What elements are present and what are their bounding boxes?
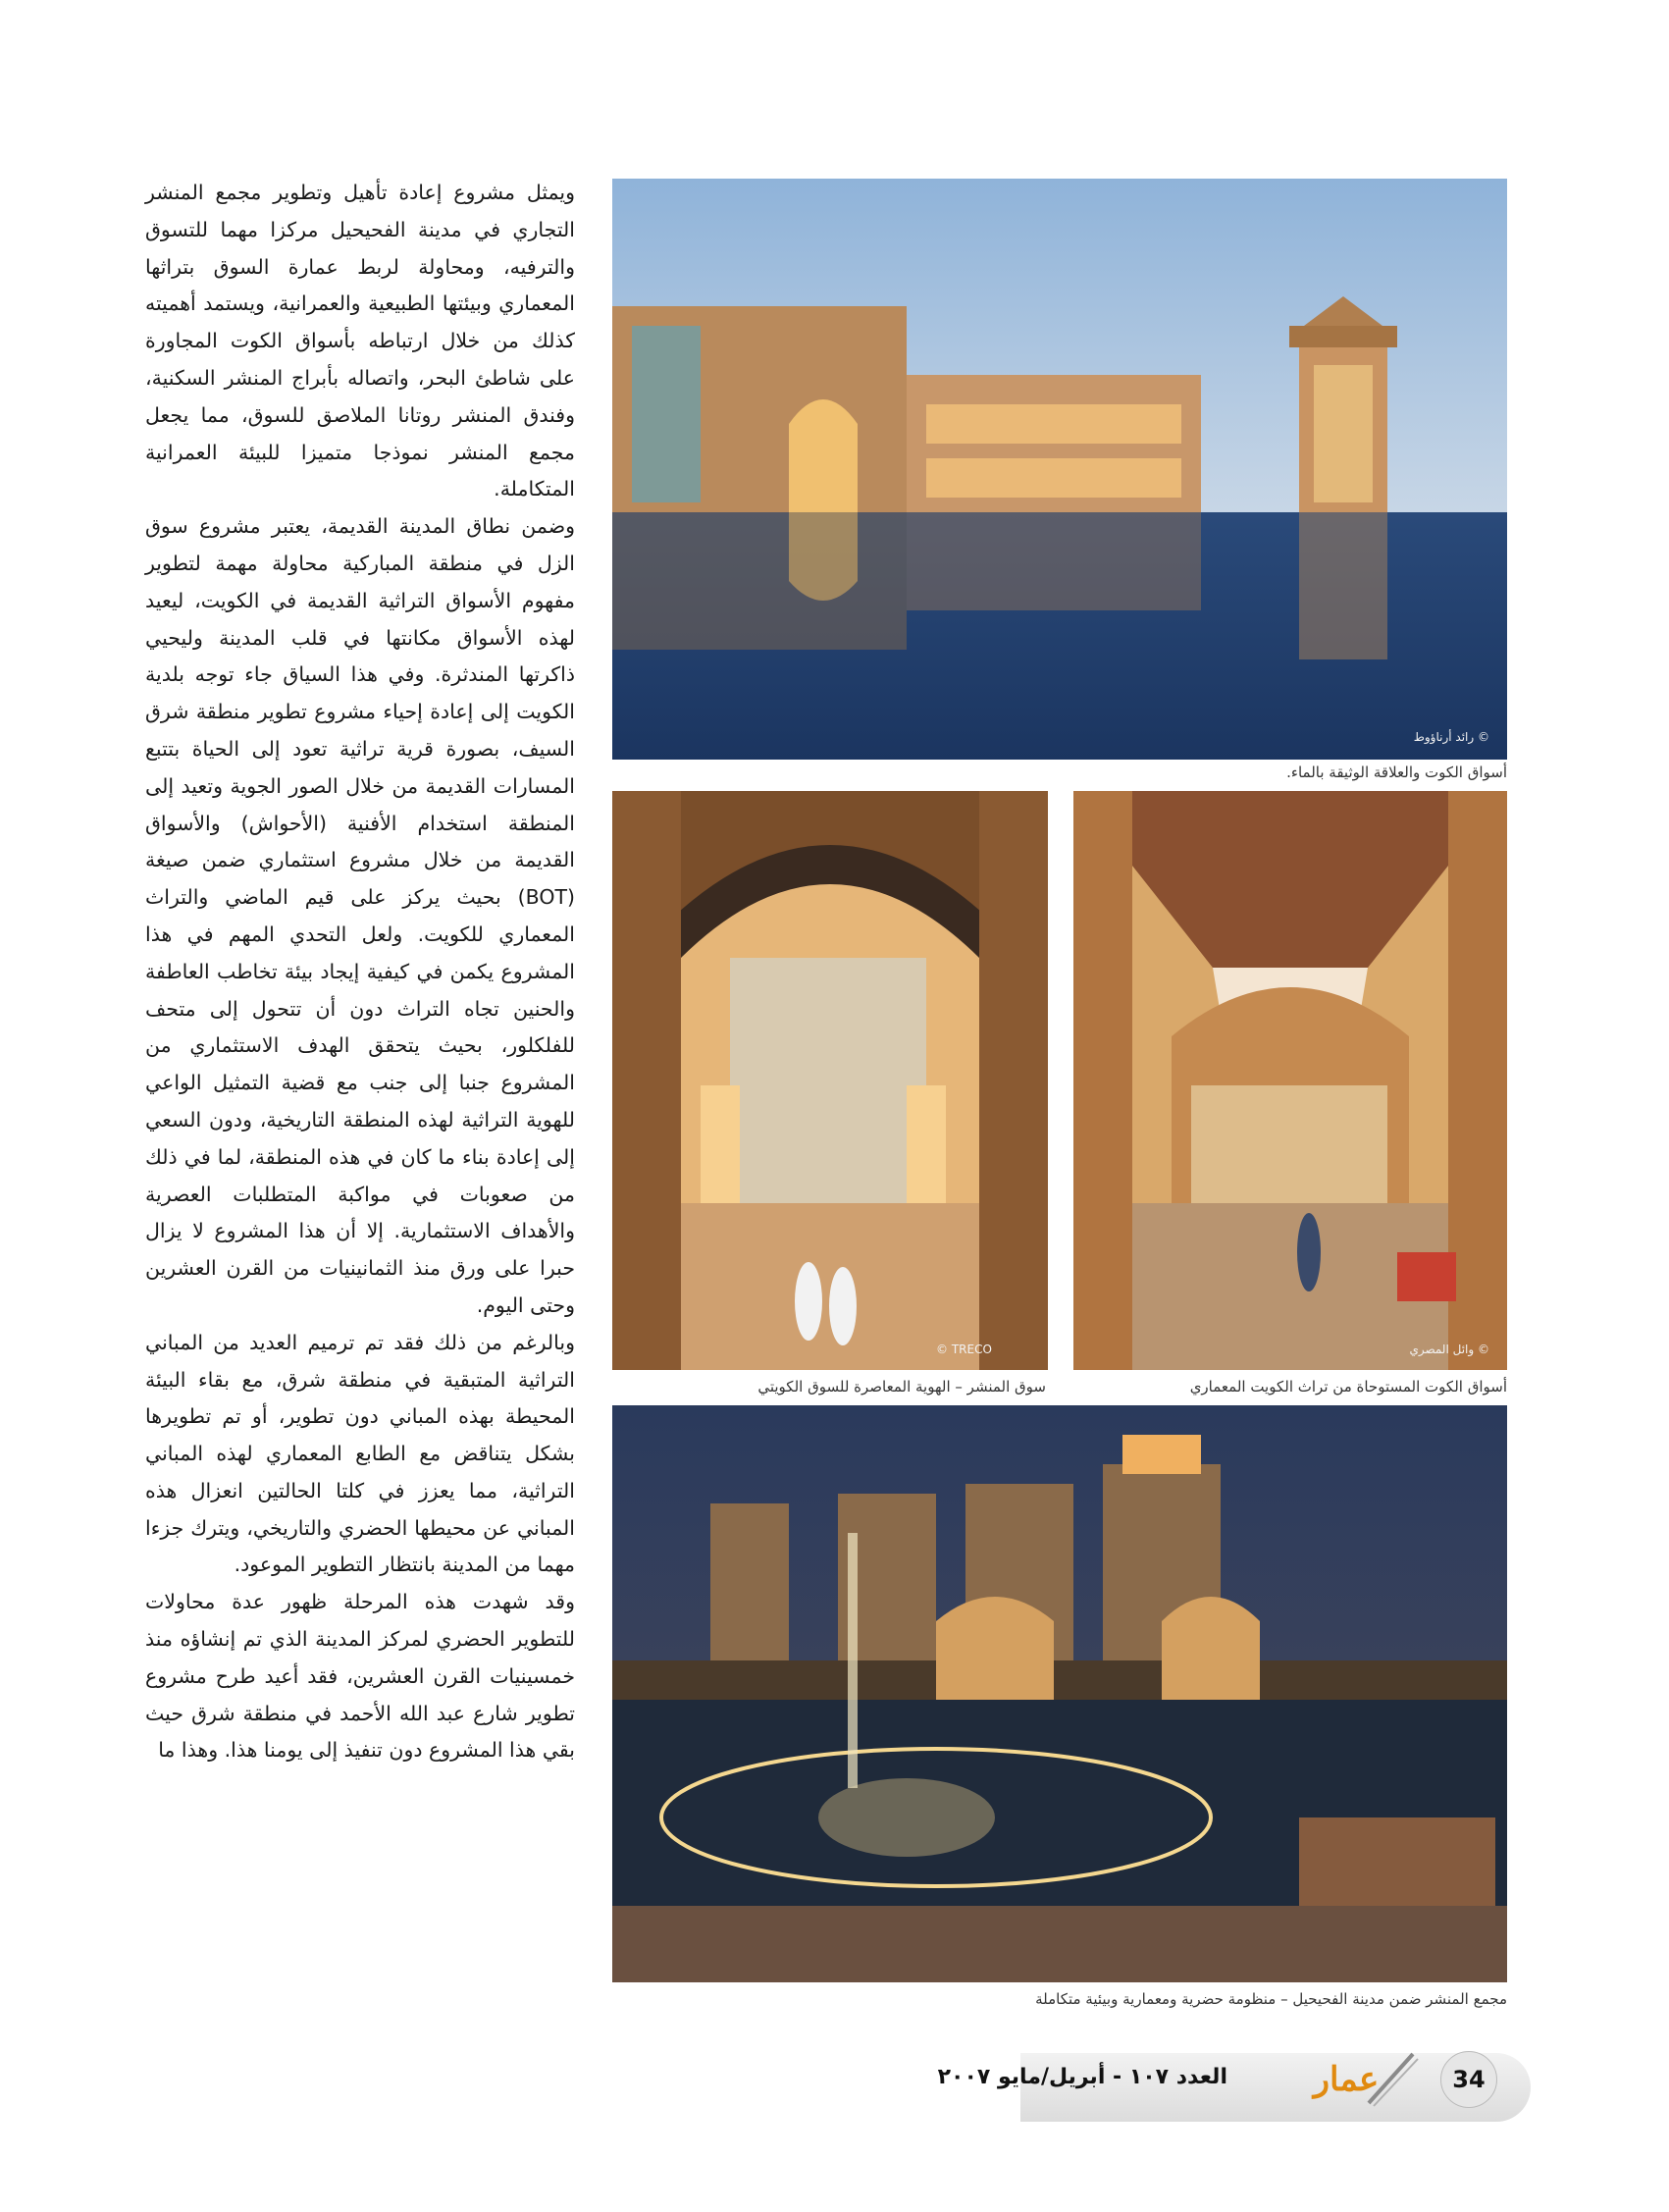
article-paragraph-2: وضمن نطاق المدينة القديمة، يعتبر مشروع سوق الزل في منطقة المباركية محاولة مهمة لتطوير مفهوم الأسواق التراثية القديمة في الكويت، ليعيد لهذه الأسواق مكانتها في قلب المدينة وليحيي ذاكرتها المندثرة. وفي هذا السياق جاء توجه بلدية الكويت إلى إعادة إحياء مشروع تطوير منطقة شرق السيف، بصورة قرية تراثية تعود إلى الحياة بتتبع المسارات القديمة من خلال الصور الجوية وتعيد إلى المنطقة استخدام الأفنية (الأحواش) والأسواق القديمة من خلال مشروع استثماري ضمن صيغة (BOT) بحيث يركز على قيم الماضي والتراث المعماري للكويت. ولعل التحدي المهم في هذا المشروع يكمن في كيفية إيجاد بيئة تخاطب العاطفة والحنين تجاه التراث دون أن تتحول إلى متحف للفلكلور، بحيث يتحقق الهدف الاستثماري من المشروع جنبا إلى جنب مع قضية التمثيل الواعي للهوية التراثية لهذه المنطقة التاريخية، ودون السعي إلى إعادة بناء ما كان في هذه المنطقة، لما في ذلك من صعوبات في مواكبة المتطلبات العصرية والأهداف الاستثمارية. إلا أن هذا المشروع لا يزال حبرا على ورق منذ الثمانينيات من القرن العشرين وحتى اليوم.	[145, 514, 575, 1317]
photo-kout-interior	[1073, 791, 1507, 1370]
page-number: 34	[1440, 2051, 1497, 2108]
issue-info: العدد ١٠٧ - أبريل/مايو ٢٠٠٧	[937, 2065, 1227, 2089]
photo-caption: أسواق الكوت والعلاقة الوثيقة بالماء.	[1286, 764, 1507, 781]
photo-caption: أسواق الكوت المستوحاة من تراث الكويت المعماري	[1189, 1378, 1507, 1396]
magazine-logo	[1276, 2049, 1423, 2108]
photo-credit: © رائد أرناؤوط	[1413, 730, 1489, 744]
photo-kout-waterfront	[612, 179, 1507, 760]
article-paragraph-1: ويمثل مشروع إعادة تأهيل وتطوير مجمع المنشر التجاري في مدينة الفحيحيل مركزا مهما للتسوق والترفيه، ومحاولة لربط عمارة السوق بتراثها المعماري وبيئتها الطبيعية والعمرانية، ويستمد أهميته كذلك من خلال ارتباطه بأسواق الكوت المجاورة على شاطئ البحر، واتصاله بأبراج المنشر السكنية، وفندق المنشر روتانا الملاصق للسوق، مما يجعل مجمع المنشر نموذجا متميزا للبيئة العمرانية المتكاملة.	[145, 181, 575, 501]
photo-credit: © وائل المصري	[1409, 1343, 1489, 1356]
photo-almanshar-night	[612, 1405, 1507, 1982]
photo-credit: © TRECO	[936, 1343, 992, 1356]
article-text-column	[145, 175, 575, 2000]
photo-caption: مجمع المنشر ضمن مدينة الفحيحيل – منظومة حضرية ومعمارية وبيئية متكاملة	[1035, 1990, 1507, 2008]
article-paragraph-4: وقد شهدت هذه المرحلة ظهور عدة محاولات للتطوير الحضري لمركز المدينة الذي تم إنشاؤه منذ خمسينيات القرن العشرين، فقد أعيد طرح مشروع تطوير شارع عبد الله الأحمد في منطقة شرق حيث بقي هذا المشروع دون تنفيذ إلى يومنا هذا. وهذا ما	[145, 1590, 575, 1763]
photo-caption: سوق المنشر – الهوية المعاصرة للسوق الكويتي	[757, 1378, 1046, 1396]
photo-souk-almanshar	[612, 791, 1048, 1370]
article-paragraph-3: وبالرغم من ذلك فقد تم ترميم العديد من المباني التراثية المتبقية في منطقة شرق، مع بقاء البيئة المحيطة بهذه المباني دون تطوير، أو تم تطويرها بشكل يتناقض مع الطابع المعماري لهذه المباني التراثية، مما يعزز في كلتا الحالتين انعزال هذه المباني عن محيطها الحضري والتاريخي، ويترك جزءا مهما من المدينة بانتظار التطوير الموعود.	[145, 1330, 575, 1577]
logo-text: عمار	[1313, 2060, 1380, 2099]
